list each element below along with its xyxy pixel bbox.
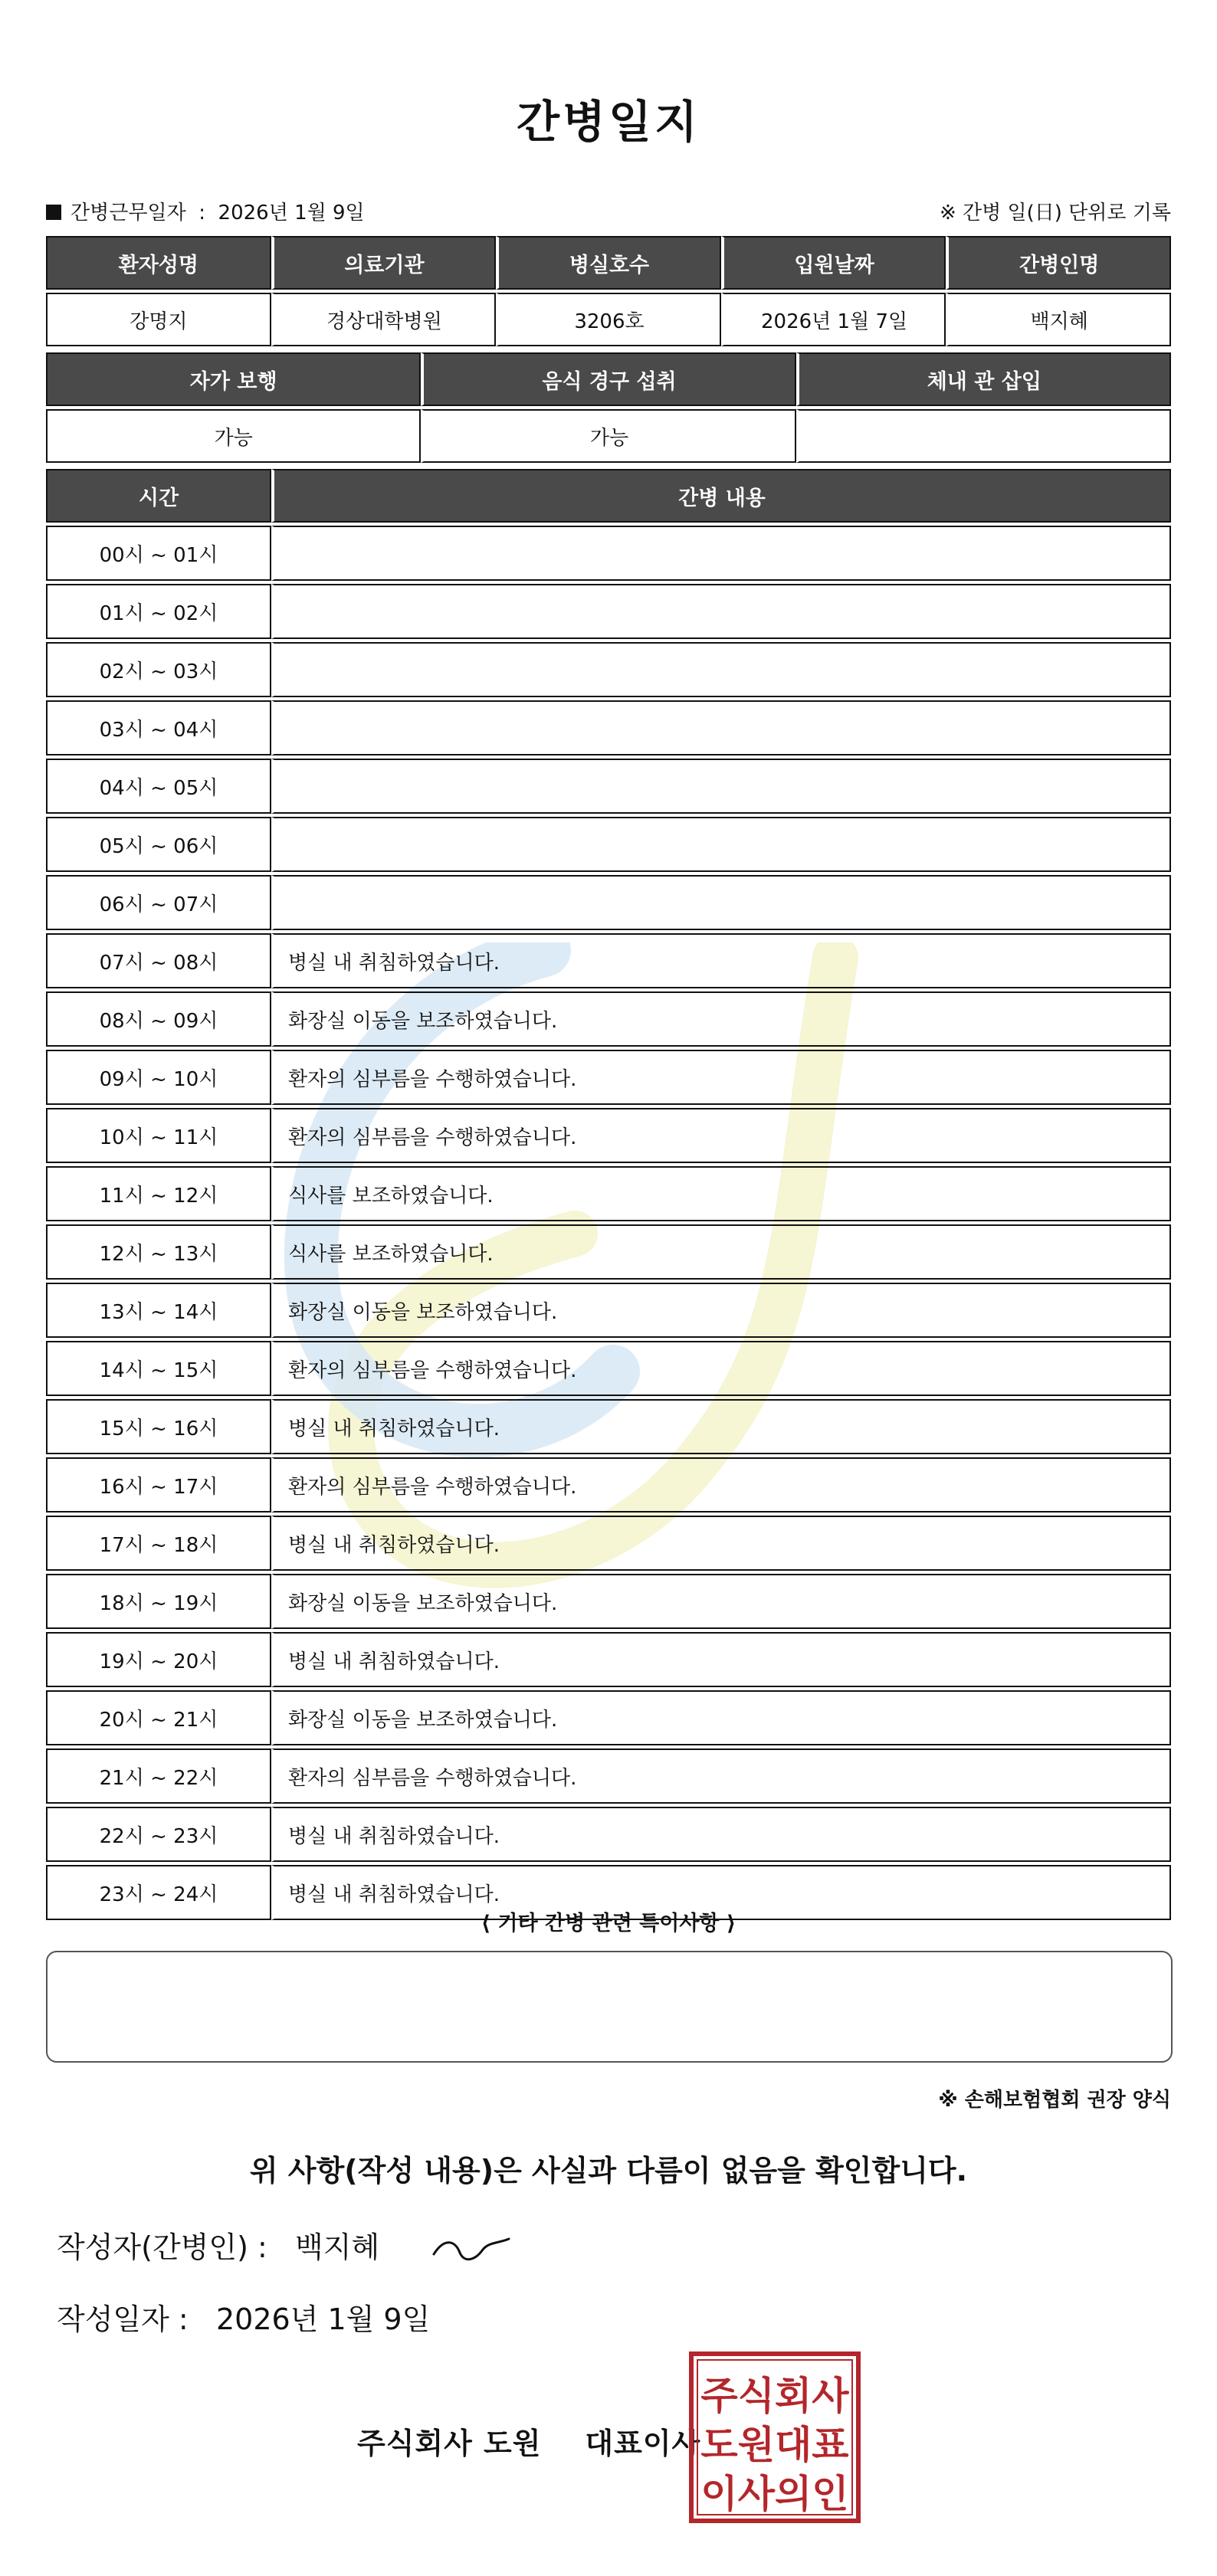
log-row <box>46 933 1171 988</box>
log-time: 18시 ~ 19시 <box>46 1574 271 1629</box>
log-content <box>271 700 1171 755</box>
log-content: 화장실 이동을 보조하였습니다. <box>271 1690 1171 1745</box>
log-content: 환자의 심부름을 수행하였습니다. <box>271 1050 1171 1105</box>
daily-note: ※ 간병 일(日) 단위로 기록 <box>939 201 1171 224</box>
writer-line <box>57 2224 379 2266</box>
log-header-content: 간병 내용 <box>271 469 1171 523</box>
log-time: 05시 ~ 06시 <box>46 817 271 872</box>
log-row <box>46 584 1171 639</box>
log-row <box>46 817 1171 872</box>
log-content: 환자의 심부름을 수행하였습니다. <box>271 1341 1171 1396</box>
info-table <box>46 233 1171 349</box>
log-row <box>46 759 1171 814</box>
log-content: 환자의 심부름을 수행하였습니다. <box>271 1748 1171 1804</box>
log-content: 병실 내 취침하였습니다. <box>271 1516 1171 1571</box>
log-row <box>46 526 1171 581</box>
svg-text:주식회사: 주식회사 <box>700 2374 849 2418</box>
info-header: 의료기관 <box>271 236 497 290</box>
ceo-label: 대표이사 <box>585 2427 701 2460</box>
log-row <box>46 1574 1171 1629</box>
status-value <box>796 409 1171 463</box>
log-time: 12시 ~ 13시 <box>46 1224 271 1280</box>
log-time: 14시 ~ 15시 <box>46 1341 271 1396</box>
log-content: 화장실 이동을 보조하였습니다. <box>271 1574 1171 1629</box>
log-time: 21시 ~ 22시 <box>46 1748 271 1804</box>
log-time: 03시 ~ 04시 <box>46 700 271 755</box>
log-time: 09시 ~ 10시 <box>46 1050 271 1105</box>
log-row <box>46 991 1171 1047</box>
writer-label: 작성자(간병인) : <box>57 2230 267 2264</box>
log-content <box>271 642 1171 697</box>
log-time: 10시 ~ 11시 <box>46 1108 271 1163</box>
company-name: 주식회사 도원 <box>357 2427 542 2460</box>
notes-title: ⟨ 기타 간병 관련 특이사항 ⟩ <box>481 1912 736 1935</box>
recommend-note: ※ 손해보험협회 권장 양식 <box>938 2089 1171 2112</box>
log-row <box>46 700 1171 755</box>
log-row <box>46 1166 1171 1221</box>
log-content <box>271 584 1171 639</box>
log-content: 병실 내 취침하였습니다. <box>271 1807 1171 1862</box>
info-value: 백지혜 <box>946 293 1171 346</box>
log-content: 식사를 보조하였습니다. <box>271 1166 1171 1221</box>
log-time: 19시 ~ 20시 <box>46 1632 271 1687</box>
page-title: 간병일지 <box>516 96 701 148</box>
log-row <box>46 1748 1171 1804</box>
log-row <box>46 1516 1171 1571</box>
write-date-value: 2026년 1월 9일 <box>215 2302 431 2336</box>
work-date-label: 간병근무일자 <box>71 201 186 224</box>
log-content <box>271 526 1171 581</box>
status-header: 자가 보행 <box>46 352 421 406</box>
log-time: 11시 ~ 12시 <box>46 1166 271 1221</box>
square-bullet-icon <box>46 205 61 220</box>
log-row <box>46 1690 1171 1745</box>
log-row <box>46 1457 1171 1512</box>
log-content: 병실 내 취침하였습니다. <box>271 933 1171 988</box>
info-header: 병실호수 <box>496 236 721 290</box>
log-time: 01시 ~ 02시 <box>46 584 271 639</box>
log-time: 17시 ~ 18시 <box>46 1516 271 1571</box>
info-value: 경상대학병원 <box>271 293 497 346</box>
log-content: 환자의 심부름을 수행하였습니다. <box>271 1457 1171 1512</box>
log-row <box>46 1399 1171 1454</box>
status-table <box>46 349 1171 466</box>
confirm-statement: 위 사항(작성 내용)은 사실과 다름이 없음을 확인합니다. <box>249 2154 968 2188</box>
log-content <box>271 875 1171 930</box>
status-value: 가능 <box>46 409 421 463</box>
log-content: 환자의 심부름을 수행하였습니다. <box>271 1108 1171 1163</box>
log-time: 15시 ~ 16시 <box>46 1399 271 1454</box>
info-header: 환자성명 <box>46 236 271 290</box>
log-time: 20시 ~ 21시 <box>46 1690 271 1745</box>
info-value: 2026년 1월 7일 <box>721 293 946 346</box>
status-header: 체내 관 삽입 <box>796 352 1171 406</box>
care-log-table <box>46 466 1171 1923</box>
info-header: 간병인명 <box>946 236 1171 290</box>
company-seal <box>688 2351 861 2524</box>
status-header: 음식 경구 섭취 <box>421 352 795 406</box>
log-time: 13시 ~ 14시 <box>46 1283 271 1338</box>
log-header-time: 시간 <box>46 469 271 523</box>
log-content: 화장실 이동을 보조하였습니다. <box>271 1283 1171 1338</box>
log-row <box>46 1224 1171 1280</box>
log-content: 화장실 이동을 보조하였습니다. <box>271 991 1171 1047</box>
log-row <box>46 1283 1171 1338</box>
write-date-line <box>57 2296 430 2338</box>
log-content <box>271 759 1171 814</box>
info-value: 강명지 <box>46 293 271 346</box>
log-time: 07시 ~ 08시 <box>46 933 271 988</box>
info-value: 3206호 <box>496 293 721 346</box>
log-row <box>46 1341 1171 1396</box>
header-row <box>46 192 1171 230</box>
work-date-value: 2026년 1월 9일 <box>218 201 365 224</box>
log-time: 08시 ~ 09시 <box>46 991 271 1047</box>
log-time: 02시 ~ 03시 <box>46 642 271 697</box>
writer-name: 백지혜 <box>295 2230 380 2264</box>
svg-text:이사의인: 이사의인 <box>700 2472 849 2516</box>
log-content: 병실 내 취침하였습니다. <box>271 1865 1171 1920</box>
log-content: 병실 내 취침하였습니다. <box>271 1399 1171 1454</box>
log-time: 00시 ~ 01시 <box>46 526 271 581</box>
company-line <box>357 2420 700 2462</box>
work-date: 간병근무일자 : 2026년 1월 9일 <box>46 197 365 225</box>
status-value: 가능 <box>421 409 795 463</box>
signature <box>429 2230 513 2268</box>
log-time: 22시 ~ 23시 <box>46 1807 271 1862</box>
info-header: 입원날짜 <box>721 236 946 290</box>
log-time: 23시 ~ 24시 <box>46 1865 271 1920</box>
log-content <box>271 817 1171 872</box>
log-row <box>46 1108 1171 1163</box>
log-content: 식사를 보조하였습니다. <box>271 1224 1171 1280</box>
log-row <box>46 1632 1171 1687</box>
log-time: 06시 ~ 07시 <box>46 875 271 930</box>
log-row <box>46 875 1171 930</box>
log-time: 16시 ~ 17시 <box>46 1457 271 1512</box>
log-row <box>46 642 1171 697</box>
log-row <box>46 1807 1171 1862</box>
log-time: 04시 ~ 05시 <box>46 759 271 814</box>
write-date-label: 작성일자 : <box>57 2302 189 2336</box>
log-row <box>46 1050 1171 1105</box>
log-content: 병실 내 취침하였습니다. <box>271 1632 1171 1687</box>
svg-text:도원대표: 도원대표 <box>700 2423 849 2467</box>
notes-box <box>46 1951 1173 2063</box>
